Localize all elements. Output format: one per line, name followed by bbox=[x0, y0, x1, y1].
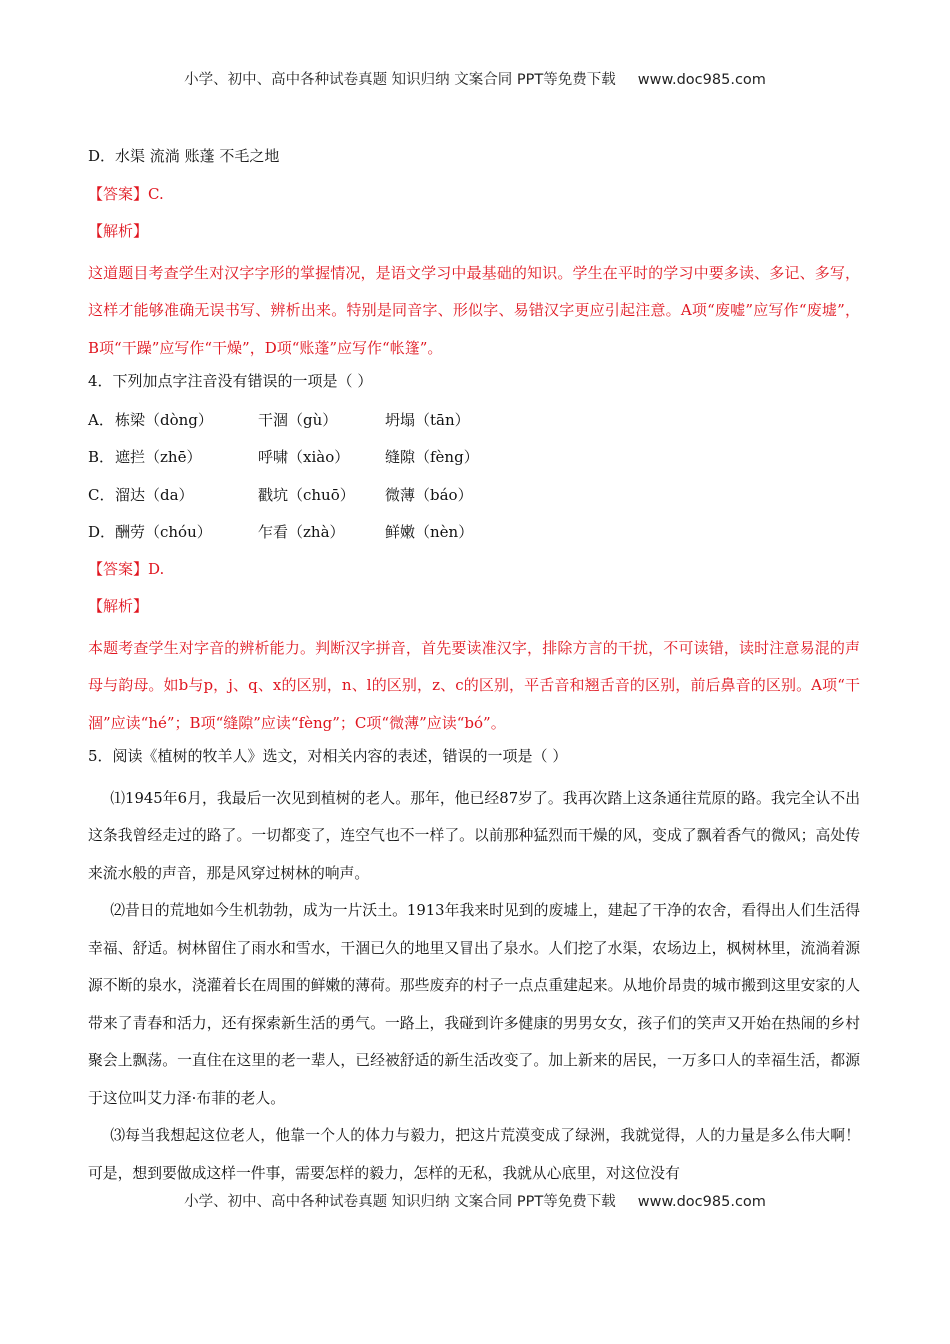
header-site[interactable]: www.doc985.com bbox=[637, 72, 766, 88]
footer-site[interactable]: www.doc985.com bbox=[637, 1194, 766, 1210]
q3-analysis: 这道题目考查学生对汉字字形的掌握情况，是语文学习中最基础的知识。学生在平时的学习中要多读、多记、多写，这样才能够准确无误书写、辨析出来。特别是同音字、形似字、易错汉字更应引起注意。A项“废嘘”应写作“废墟”，B项“干躁”应写作“干燥”，D项“账蓬”应写作“帐篷”。 bbox=[88, 263, 860, 357]
option-word: 呼啸（xiào） bbox=[258, 448, 350, 466]
page-footer bbox=[0, 1190, 950, 1211]
option-label: D． bbox=[88, 523, 116, 541]
page-header bbox=[0, 68, 950, 89]
option-label: A． bbox=[88, 410, 114, 429]
q4-analysis: 本题考查学生对字音的辨析能力。判断汉字拼音，首先要读准汉字，排除方言的干扰，不可读错，读时注意易混的声母与韵母。如b与p，j、q、x的区别，n、l的区别，z、c的区别，平舌音和翘舌音的区别，前后鼻音的区别。A项“干涸”应读“hé”；B项“缝隙”应读“fèng”；C项“微薄”应读“bó”。 bbox=[88, 638, 860, 732]
option-word: 栋梁（dòng） bbox=[115, 410, 213, 429]
option-word: 遮拦（zhē） bbox=[115, 448, 202, 466]
q3-answer: 【答案】C. bbox=[88, 184, 164, 203]
option-word: 酬劳（chóu） bbox=[115, 523, 212, 541]
q4-option-c bbox=[88, 480, 860, 518]
q4-answer: 【答案】D. bbox=[88, 559, 165, 578]
option-label: B． bbox=[88, 448, 115, 466]
passage-paragraph-2: ⑵昔日的荒地如今生机勃勃，成为一片沃土。1913年我来时见到的废墟上，建起了干净的农舍，看得出人们生活得幸福、舒适。树林留住了雨水和雪水，干涸已久的地里又冒出了泉水。人们挖了水渠，农场边上，枫树林里，流淌着源源不断的泉水，浇灌着长在周围的鲜嫩的薄荷。那些废弃的村子一点点重建起来。从地价昂贵的城市搬到这里安家的人带来了青春和活力，还有探索新生活的勇气。一路上，我碰到许多健康的男男女女，孩子们的笑声又开始在热闹的乡村聚会上飘荡。一直住在这里的老一辈人，已经被舒适的新生活改变了。加上新来的居民，一万多口人的幸福生活，都源于这位叫艾力泽·布菲的老人。 bbox=[88, 902, 860, 1107]
option-word: 溜达（da） bbox=[115, 485, 194, 504]
option-word: 坍塌（tān） bbox=[385, 410, 470, 429]
passage-paragraph-1: ⑴1945年6月，我最后一次见到植树的老人。那年，他已经87岁了。我再次踏上这条通往荒原的路。我完全认不出这条我曾经走过的路了。一切都变了，连空气也不一样了。以前那种猛烈而干燥的风，变成了飘着香气的微风；高处传来流水般的声音，那是风穿过树林的响声。 bbox=[88, 789, 860, 882]
q4-analysis-label: 【解析】 bbox=[88, 597, 149, 615]
q4-option-a bbox=[88, 405, 860, 443]
option-word: 干涸（gù） bbox=[258, 410, 338, 429]
option-word: 鲜嫩（nèn） bbox=[385, 523, 474, 541]
q3-analysis-label: 【解析】 bbox=[88, 222, 149, 240]
option-word: 乍看（zhà） bbox=[258, 523, 345, 541]
option-label: C． bbox=[88, 485, 115, 504]
option-word: 戳坑（chuō） bbox=[258, 485, 355, 504]
option-word: 缝隙（fèng） bbox=[385, 448, 479, 466]
header-text: 小学、初中、高中各种试卷真题 知识归纳 文案合同 PPT等免费下载 bbox=[184, 72, 616, 88]
option-word: 微薄（báo） bbox=[385, 485, 473, 504]
footer-text: 小学、初中、高中各种试卷真题 知识归纳 文案合同 PPT等免费下载 bbox=[184, 1194, 616, 1210]
page-content bbox=[88, 142, 860, 1192]
q4-option-b bbox=[88, 442, 860, 480]
q4-option-d bbox=[88, 517, 860, 555]
q5-stem: 5．阅读《植树的牧羊人》选文，对相关内容的表述，错误的一项是（ ） bbox=[88, 747, 568, 765]
q4-stem: 4．下列加点字注音没有错误的一项是（ ） bbox=[88, 372, 373, 390]
passage-paragraph-3: ⑶每当我想起这位老人，他靠一个人的体力与毅力，把这片荒漠变成了绿洲，我就觉得，人的力量是多么伟大啊！可是，想到要做成这样一件事，需要怎样的毅力，怎样的无私，我就从心底里，对这位没有 bbox=[88, 1127, 860, 1182]
q3-option-d: D．水渠 流淌 账蓬 不毛之地 bbox=[88, 147, 280, 165]
